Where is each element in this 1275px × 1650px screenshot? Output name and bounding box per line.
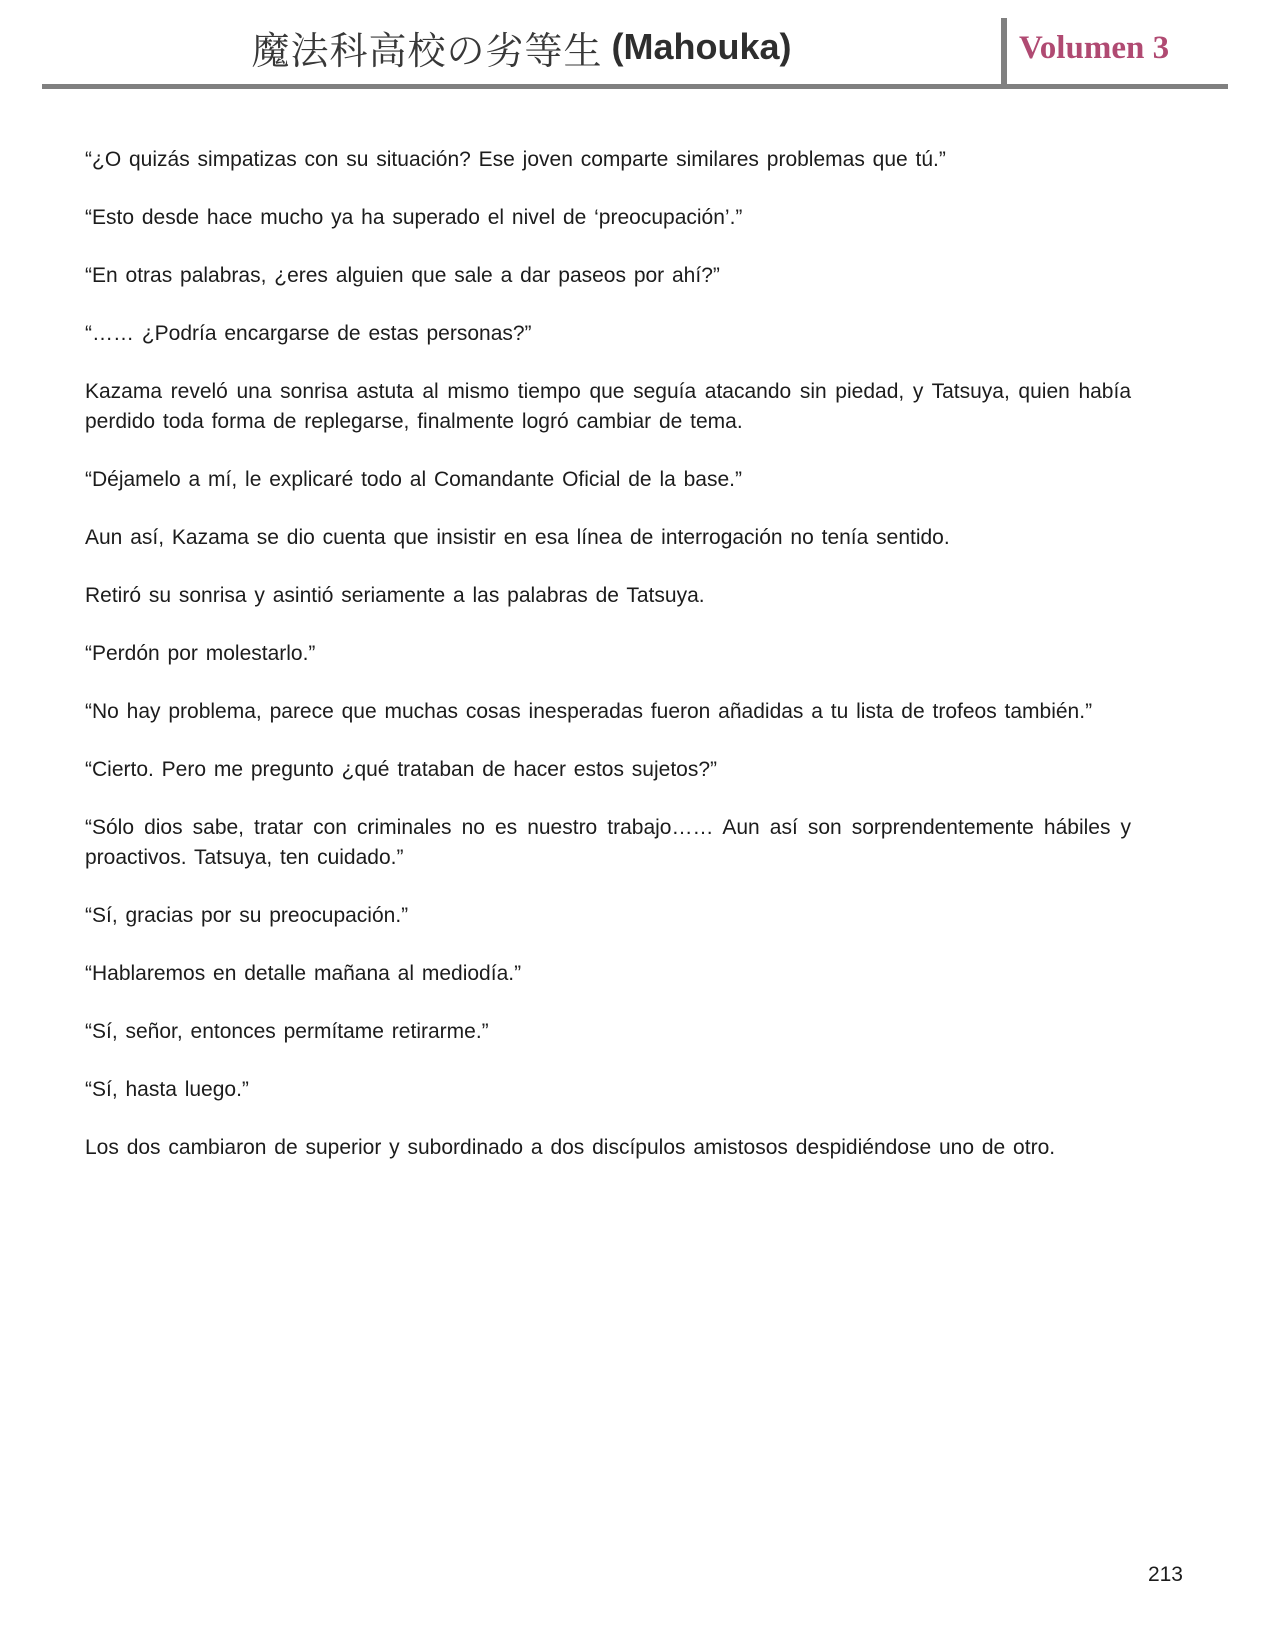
paragraph: “Perdón por molestarlo.” xyxy=(85,642,316,665)
document-body xyxy=(85,145,1131,1163)
paragraph: “…… ¿Podría encargarse de estas personas?” xyxy=(85,322,532,345)
paragraph: “¿O quizás simpatizas con su situación? Ese joven comparte similares problemas que tú.” xyxy=(85,148,946,171)
paragraph: “Sí, hasta luego.” xyxy=(85,1078,249,1101)
page-number: 213 xyxy=(1147,1563,1183,1586)
paragraph: “Sí, señor, entonces permítame retirarme.” xyxy=(85,1020,489,1043)
page-header xyxy=(42,0,1228,89)
page-title-japanese: 魔法科高校の劣等生 xyxy=(251,30,603,73)
paragraph: “No hay problema, parece que muchas cosas inesperadas fueron añadidas a tu lista de trofeos también.” xyxy=(85,700,1093,723)
header-volume-cell xyxy=(1007,0,1228,84)
paragraph: “Hablaremos en detalle mañana al mediodía.” xyxy=(85,962,522,985)
header-title-cell xyxy=(42,0,1001,84)
paragraph: “En otras palabras, ¿eres alguien que sale a dar paseos por ahí?” xyxy=(85,264,720,287)
paragraph: “Déjamelo a mí, le explicaré todo al Comandante Oficial de la base.” xyxy=(85,468,742,491)
paragraph: Aun así, Kazama se dio cuenta que insistir en esa línea de interrogación no tenía sentido. xyxy=(85,526,950,549)
volume-label: Volumen 3 xyxy=(1019,29,1170,66)
paragraph: “Esto desde hace mucho ya ha superado el nivel de ‘preocupación’.” xyxy=(85,206,743,229)
paragraph: Kazama reveló una sonrisa astuta al mismo tiempo que seguía atacando sin piedad, y Tatsuya, quien había perdido toda forma de replegarse, finalmente logró cambiar de tema. xyxy=(85,380,1131,433)
paragraph: Los dos cambiaron de superior y subordinado a dos discípulos amistosos despidiéndose uno de otro. xyxy=(85,1136,1056,1159)
paragraph: “Sí, gracias por su preocupación.” xyxy=(85,904,409,927)
paragraph: “Cierto. Pero me pregunto ¿qué trataban de hacer estos sujetos?” xyxy=(85,758,718,781)
page-title-latin: (Mahouka) xyxy=(611,26,792,67)
paragraph: “Sólo dios sabe, tratar con criminales no es nuestro trabajo…… Aun así son sorprendentemente hábiles y proactivos. Tatsuya, ten cuidado.” xyxy=(85,816,1131,869)
paragraph: Retiró su sonrisa y asintió seriamente a las palabras de Tatsuya. xyxy=(85,584,705,607)
